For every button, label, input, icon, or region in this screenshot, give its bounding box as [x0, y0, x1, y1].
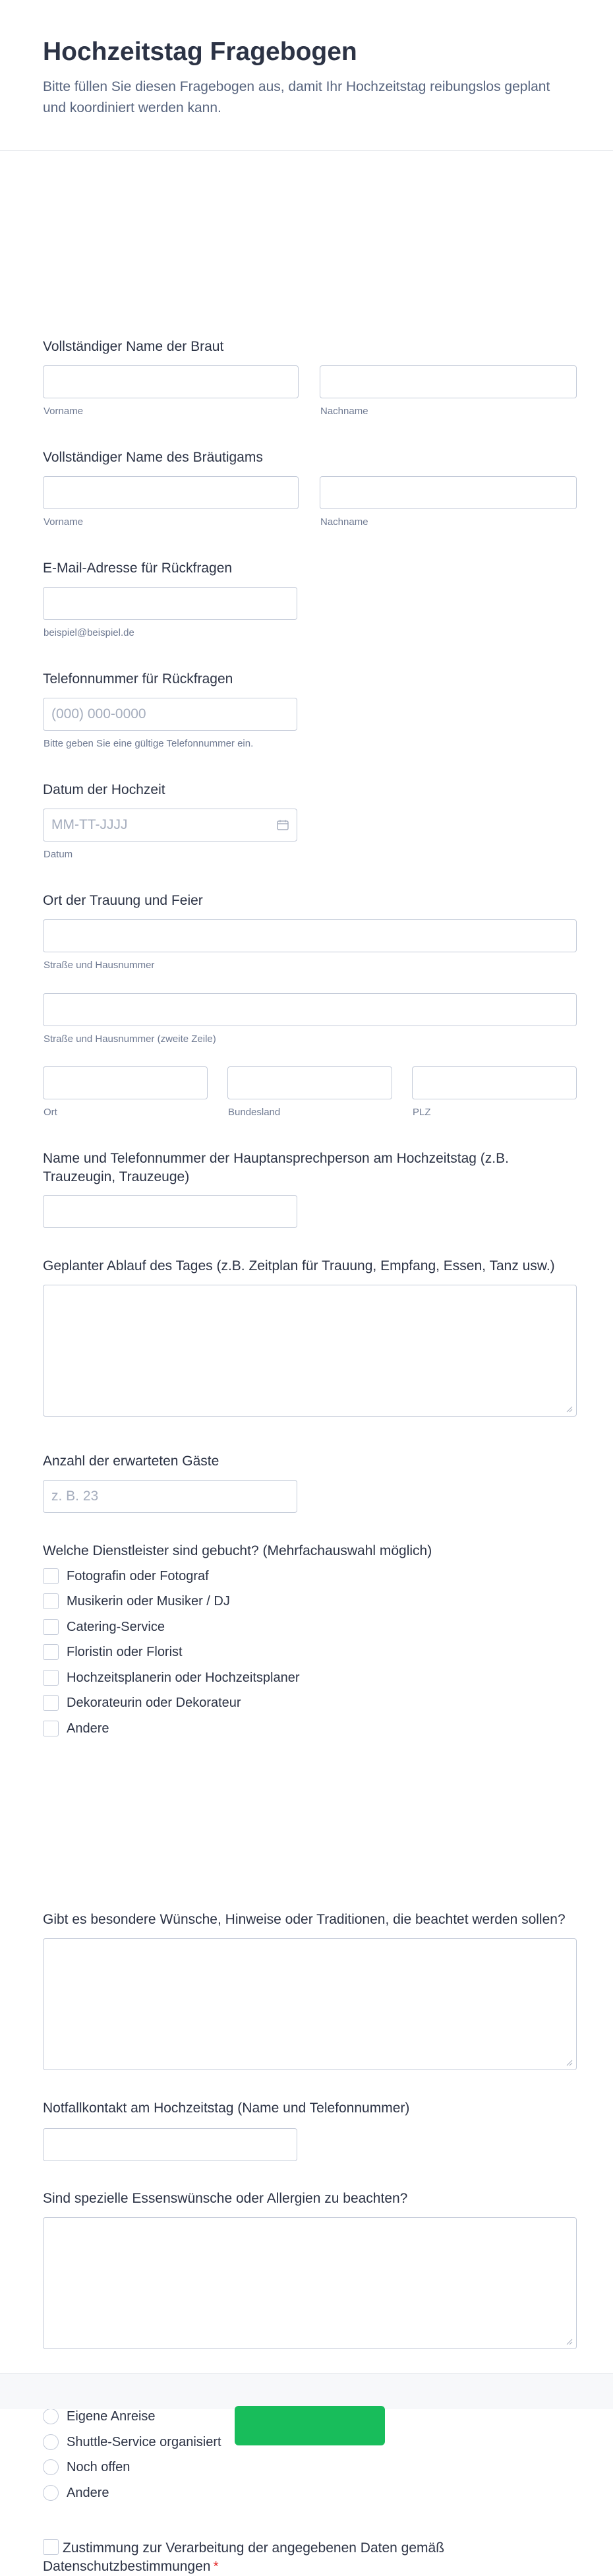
submit-button[interactable] — [235, 2406, 385, 2445]
page-subtitle: Bitte füllen Sie diesen Fragebogen aus, damit Ihr Hochzeitstag reibungslos geplant und koordiniert werden kann. — [43, 79, 550, 115]
resize-grip-icon[interactable] — [566, 2339, 573, 2345]
vendor-option[interactable]: Catering-Service — [43, 1617, 165, 1637]
phone-label: Telefonnummer für Rückfragen — [43, 671, 233, 687]
emergency-input[interactable] — [43, 2128, 297, 2161]
food-textarea[interactable] — [43, 2217, 577, 2349]
contact-person-input[interactable] — [43, 1195, 297, 1228]
phone-input[interactable] — [43, 698, 297, 731]
travel-option[interactable]: Andere — [43, 2483, 109, 2503]
schedule-label: Geplanter Ablauf des Tages (z.B. Zeitplan für Trauung, Empfang, Essen, Tanz usw.) — [43, 1258, 555, 1273]
address-label: Ort der Trauung und Feier — [43, 893, 203, 908]
vendor-option[interactable]: Andere — [43, 1719, 109, 1738]
bride-first-name-input[interactable] — [43, 365, 299, 398]
calendar-icon[interactable] — [277, 820, 289, 830]
bride-first-sublabel: Vorname — [44, 406, 84, 417]
required-mark: * — [213, 2559, 219, 2574]
radio[interactable] — [43, 2408, 59, 2424]
vendor-option[interactable]: Dekorateurin oder Dekorateur — [43, 1693, 241, 1713]
checkbox[interactable] — [43, 1695, 59, 1711]
consent-label: Zustimmung zur Verarbeitung der angegebenen Daten gemäß Datenschutzbestimmungen — [43, 2540, 445, 2574]
street2-input[interactable] — [43, 993, 577, 1026]
groom-first-name-input[interactable] — [43, 476, 299, 509]
city-input[interactable] — [43, 1066, 208, 1099]
contact-person-label: Name und Telefonnummer der Hauptansprechperson am Hochzeitstag (z.B. Trauzeugin, Trauzeuge) — [43, 1151, 509, 1184]
resize-grip-icon[interactable] — [566, 1406, 573, 1413]
consent-checkbox[interactable] — [43, 2539, 59, 2555]
groom-last-name-input[interactable] — [320, 476, 577, 509]
city-sublabel: Ort — [44, 1107, 57, 1118]
checkbox[interactable] — [43, 1644, 59, 1660]
groom-first-sublabel: Vorname — [44, 516, 84, 528]
guests-input[interactable] — [43, 1480, 297, 1513]
bride-last-name-input[interactable] — [320, 365, 577, 398]
groom-name-label: Vollständiger Name des Bräutigams — [43, 450, 263, 465]
emergency-label: Notfallkontakt am Hochzeitstag (Name und Telefonnummer) — [43, 2101, 410, 2116]
checkbox[interactable] — [43, 1593, 59, 1609]
radio[interactable] — [43, 2434, 59, 2450]
wishes-textarea[interactable] — [43, 1938, 577, 2070]
travel-option[interactable]: Shuttle-Service organisiert — [43, 2432, 221, 2452]
vendor-option[interactable]: Fotografin oder Fotograf — [43, 1566, 209, 1586]
phone-sublabel: Bitte geben Sie eine gültige Telefonnummer ein. — [44, 738, 254, 749]
vendor-option[interactable]: Hochzeitsplanerin oder Hochzeitsplaner — [43, 1668, 300, 1688]
vendors-label: Welche Dienstleister sind gebucht? (Mehrfachauswahl möglich) — [43, 1543, 432, 1558]
bride-name-label: Vollständiger Name der Braut — [43, 339, 224, 354]
form-header — [0, 0, 613, 151]
checkbox[interactable] — [43, 1670, 59, 1686]
date-input[interactable] — [43, 809, 297, 842]
resize-grip-icon[interactable] — [566, 2060, 573, 2066]
state-sublabel: Bundesland — [228, 1107, 281, 1118]
vendor-option[interactable]: Musikerin oder Musiker / DJ — [43, 1591, 230, 1611]
schedule-textarea[interactable] — [43, 1285, 577, 1417]
consent-field[interactable] — [43, 2539, 504, 2576]
date-sublabel: Datum — [44, 849, 73, 860]
form-footer — [0, 2373, 613, 2409]
checkbox[interactable] — [43, 1619, 59, 1635]
zip-input[interactable] — [412, 1066, 577, 1099]
street2-sublabel: Straße und Hausnummer (zweite Zeile) — [44, 1033, 216, 1045]
street-input[interactable] — [43, 919, 577, 952]
zip-sublabel: PLZ — [413, 1107, 431, 1118]
checkbox[interactable] — [43, 1568, 59, 1584]
groom-last-sublabel: Nachname — [320, 516, 368, 528]
bride-last-sublabel: Nachname — [320, 406, 368, 417]
radio[interactable] — [43, 2459, 59, 2475]
guests-label: Anzahl der erwarteten Gäste — [43, 1454, 219, 1469]
street-sublabel: Straße und Hausnummer — [44, 960, 155, 971]
email-input[interactable] — [43, 587, 297, 620]
wishes-label: Gibt es besondere Wünsche, Hinweise oder Traditionen, die beachtet werden sollen? — [43, 1912, 566, 1927]
date-label: Datum der Hochzeit — [43, 782, 165, 797]
page-title: Hochzeitstag Fragebogen — [43, 38, 357, 66]
radio[interactable] — [43, 2485, 59, 2501]
travel-option[interactable]: Noch offen — [43, 2457, 130, 2477]
email-sublabel: beispiel@beispiel.de — [44, 627, 134, 638]
state-input[interactable] — [227, 1066, 392, 1099]
vendor-option[interactable]: Floristin oder Florist — [43, 1642, 183, 1662]
email-label: E-Mail-Adresse für Rückfragen — [43, 561, 233, 576]
checkbox[interactable] — [43, 1721, 59, 1736]
food-label: Sind spezielle Essenswünsche oder Allergien zu beachten? — [43, 2191, 408, 2206]
travel-option[interactable]: Eigene Anreise — [43, 2407, 156, 2426]
